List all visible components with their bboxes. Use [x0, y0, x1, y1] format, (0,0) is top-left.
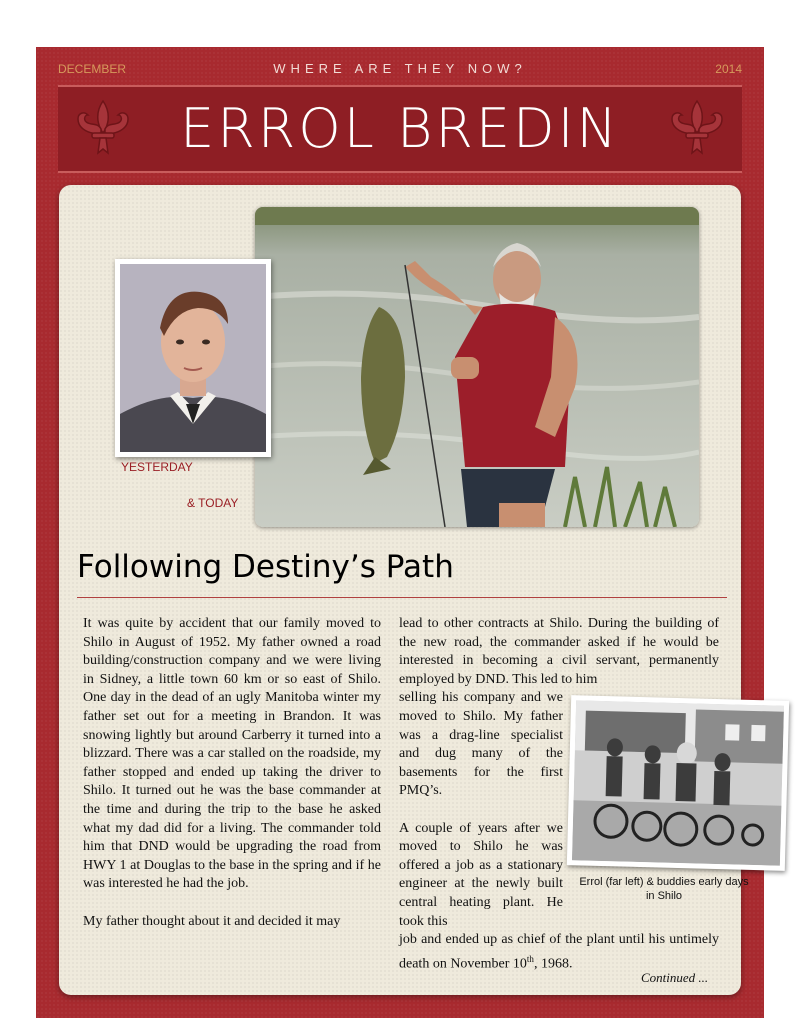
- yesterday-caption: YESTERDAY: [121, 460, 193, 474]
- series-title: WHERE ARE THEY NOW?: [273, 61, 527, 76]
- paragraph-wrapped: selling his company and we moved to Shilo. My father was a drag-line specialist and dug many of the basements for the first PMQ’s.: [399, 690, 563, 799]
- today-photo: [255, 207, 699, 527]
- title-banner: [58, 85, 742, 173]
- page-frame: [36, 47, 764, 1018]
- paragraph: job and ended up as chief of the plant until his untimely death on November 10th, 1968.: [399, 932, 719, 972]
- paragraph: It was quite by accident that our family moved to Shilo in August of 1952. My father owned a road building/construction company and we were living in Sidney, a little town 60 km or so east of Shilo. One day in the dead of an ugly Manitoba winter my father set out for a meeting in Brandon. It was snowing lightly but around Carberry it turned into a blizzard. There was a car stalled on the roadside, my father stopped and ended up taking the driver to Shilo. It turned out he was the base commander at the time and during the trip to the base he asked what my dad did for a living. The commander told him that DND would be upgrading the road from HWY 1 at Douglas to the base in the spring and if he was interested he had the job.: [83, 616, 381, 892]
- yesterday-photo: [115, 259, 271, 457]
- buddies-photo: [567, 695, 789, 871]
- article-headline: Following Destiny’s Path: [77, 549, 454, 585]
- fleur-de-lis-icon: [662, 93, 732, 163]
- paragraph-wrapped: A couple of years after we moved to Shilo he was offered a job as a stationary engineer at the newly built central heating plant. He took this: [399, 820, 563, 929]
- today-caption: & TODAY: [187, 496, 239, 510]
- paragraph: My father thought about it and decided it may: [83, 913, 341, 929]
- article-column-1: [83, 615, 381, 950]
- issue-year: 2014: [715, 62, 742, 76]
- issue-month: DECEMBER: [58, 62, 127, 76]
- content-panel: [59, 185, 749, 995]
- masthead: [36, 47, 764, 87]
- profile-name: ERROL BREDIN: [180, 97, 620, 160]
- paragraph: lead to other contracts at Shilo. During the building of the new road, the commander asked if he would be interested in becoming a civil servant, permanently employed by DND. This led to him: [399, 616, 719, 687]
- continued-note: Continued ...: [641, 970, 709, 985]
- buddies-caption: Errol (far left) & buddies early days in Shilo: [579, 876, 749, 902]
- headline-divider: [77, 597, 727, 598]
